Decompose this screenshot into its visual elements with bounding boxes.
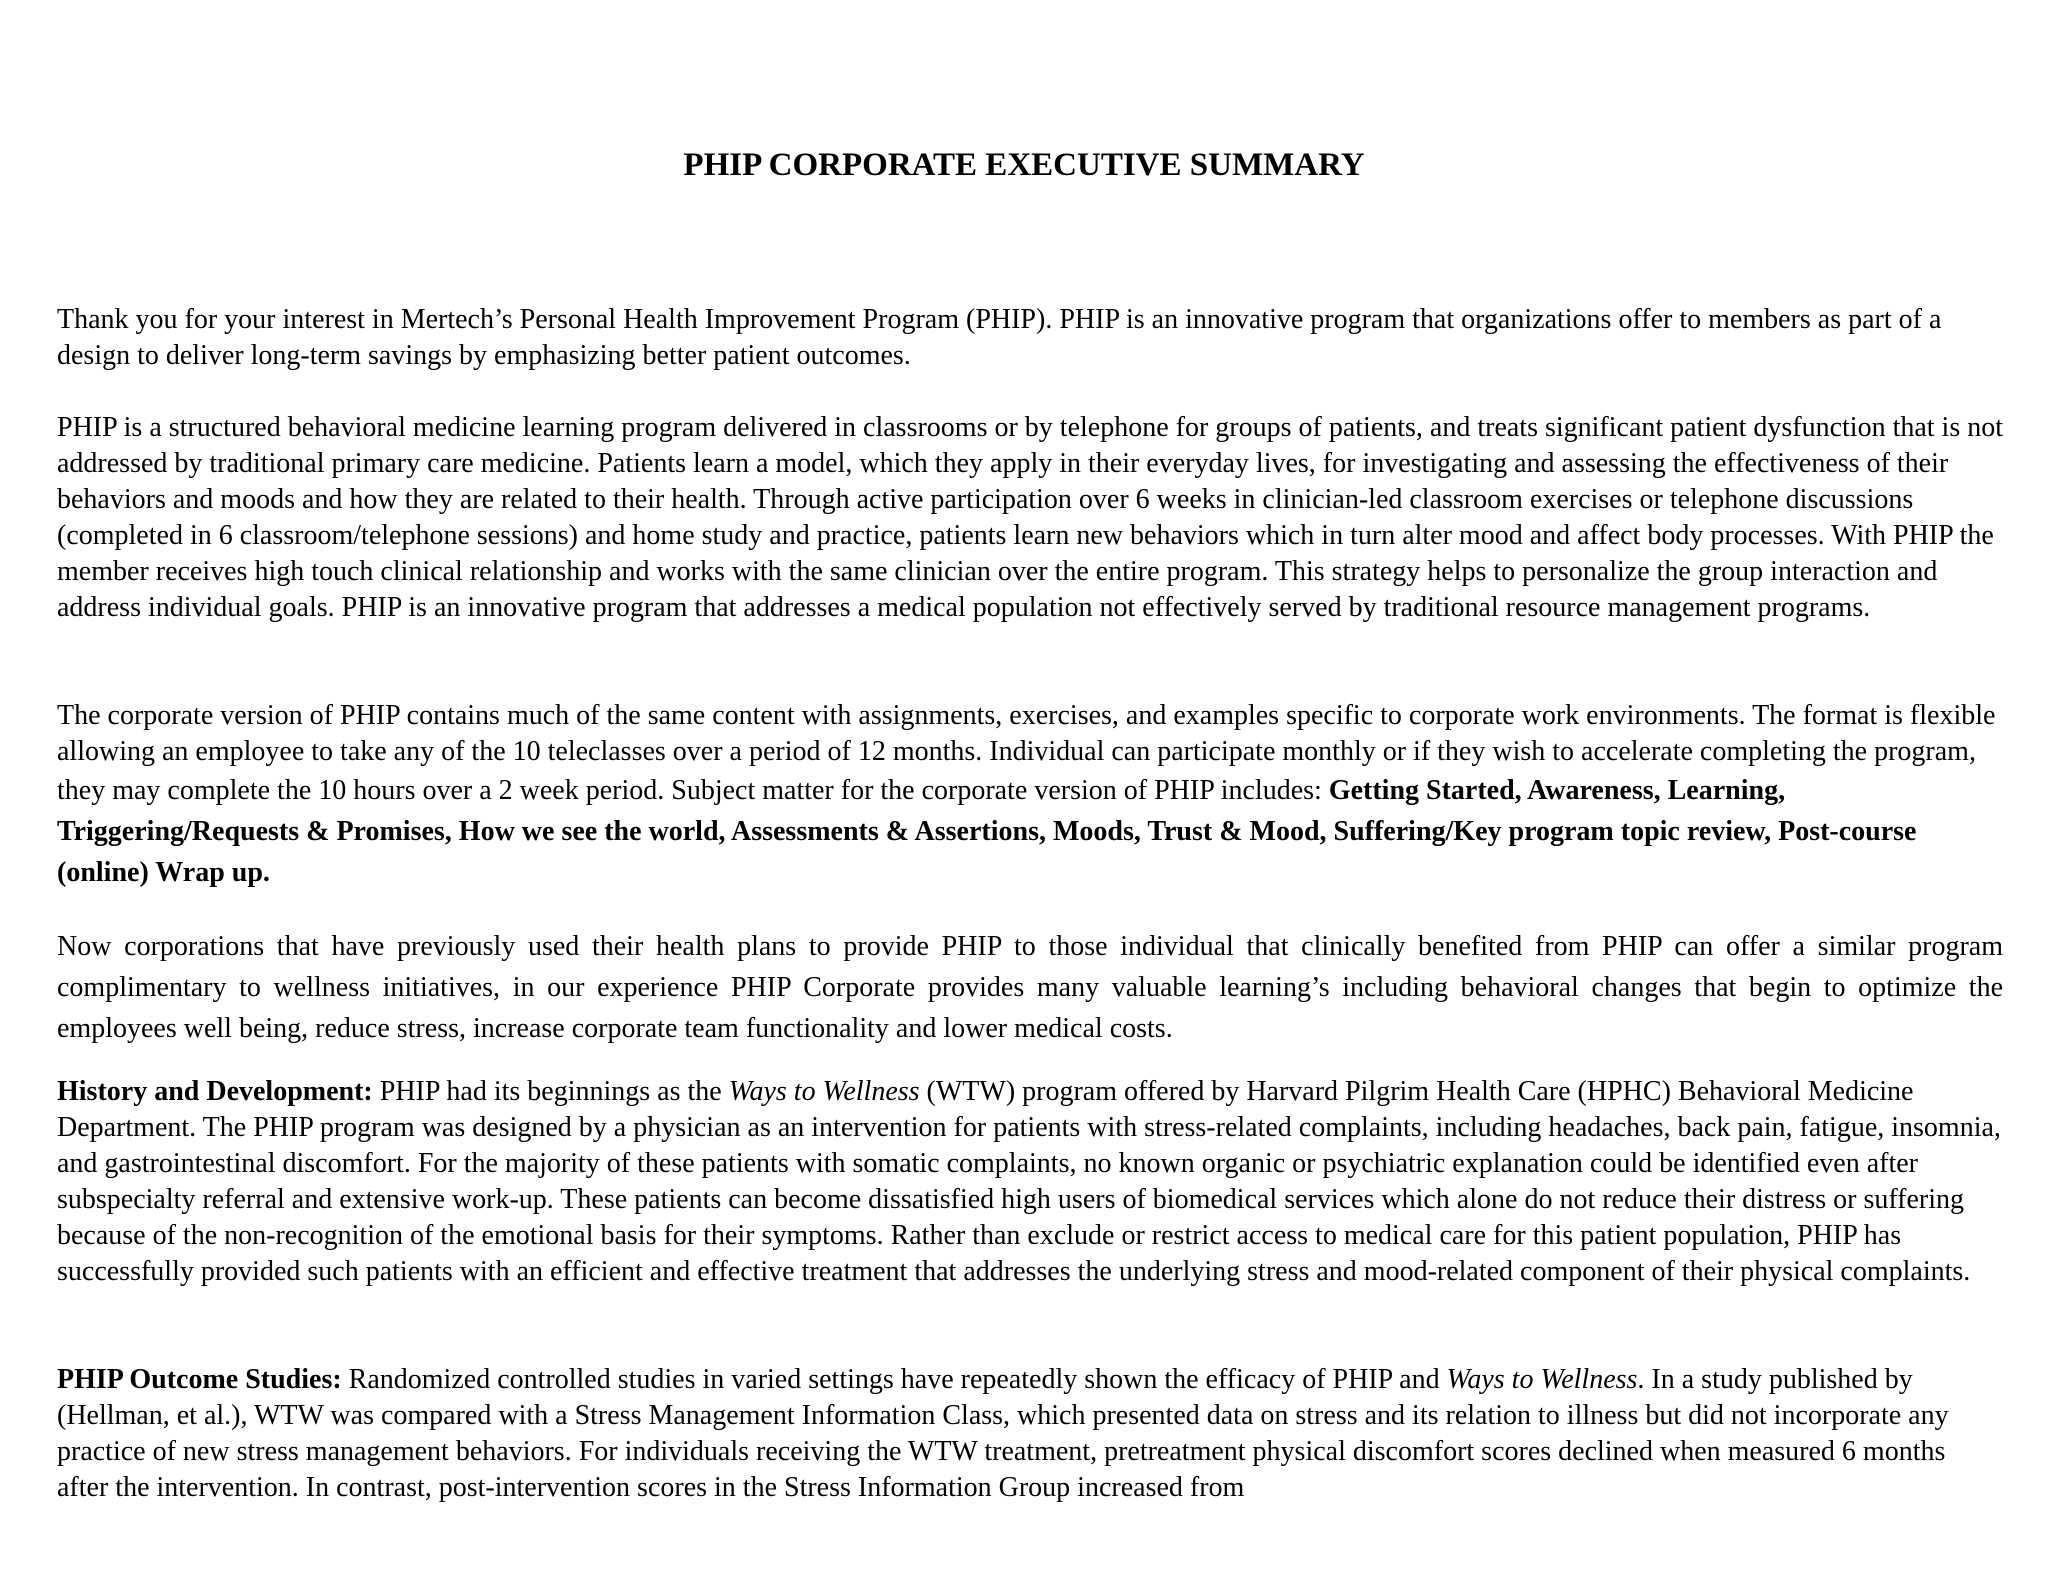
outcomes-text-b: . In a study published by (Hellman, et al.), WTW was compared with a Stress Management Information Class, which presented data on stress and its relation to illness but did not incorporate any practice of new stress management behaviors. For individuals receiving the WTW treatment, pretreatment physical discomfort scores declined when measured 6 months after the intervention. In contrast, post-intervention scores in the Stress Information Group increased from <box>57 1364 1949 1503</box>
corporate-version-paragraph <box>57 698 2003 893</box>
history-program-name: Ways to Wellness <box>728 1076 920 1107</box>
history-text-a: PHIP had its beginnings as the <box>372 1076 729 1107</box>
outcomes-text-a: Randomized controlled studies in varied settings have repeatedly shown the efficacy of PHIP and <box>341 1364 1447 1395</box>
intro-paragraph: Thank you for your interest in Mertech’s Personal Health Improvement Program (PHIP). PHIP is an innovative program that organizations offer to members as part of a design to deliver long-term savings by emphasizing better patient outcomes. <box>57 304 1942 371</box>
history-paragraph <box>57 1074 2003 1290</box>
document-title: PHIP CORPORATE EXECUTIVE SUMMARY <box>683 147 1365 183</box>
history-text-b: (WTW) program offered by Harvard Pilgrim Health Care (HPHC) Behavioral Medicine Department. The PHIP program was designed by a physician as an intervention for patients with stress-related complaints, including headaches, back pain, fatigue, insomnia, and gastrointestinal discomfort. For the majority of these patients with somatic complaints, no known organic or psychiatric explanation could be identified even after subspecialty referral and extensive work-up. These patients can become dissatisfied high users of biomedical services which alone do not reduce their distress or suffering because of the non-recognition of the emotional basis for their symptoms. Rather than exclude or restrict access to medical care for this patient population, PHIP has successfully provided such patients with an efficient and effective treatment that addresses the underlying stress and mood-related component of their physical complaints. <box>57 1076 2001 1287</box>
outcomes-program-name: Ways to Wellness <box>1446 1364 1638 1395</box>
corporations-paragraph: Now corporations that have previously used their health plans to provide PHIP to those individual that clinically benefited from PHIP can offer a similar program complimentary to wellness initiatives, in our experience PHIP Corporate provides many valuable learning’s including behavioral changes that begin to optimize the employees well being, reduce stress, increase corporate team functionality and lower medical costs. <box>57 931 2003 1044</box>
corporate-version-text: The corporate version of PHIP contains much of the same content with assignments, exercises, and examples specific to corporate work environments. The format is flexible allowing an employee to take any of the 10 teleclasses over a period of 12 months. Individual can participate monthly or if they wish to accelerate completing the program, they may complete the 10 hours over a 2 week period. Subject matter for the corporate version of PHIP includes: <box>57 700 1996 806</box>
program-structure-paragraph: PHIP is a structured behavioral medicine learning program delivered in classrooms or by telephone for groups of patients, and treats significant patient dysfunction that is not addressed by traditional primary care medicine. Patients learn a model, which they apply in their everyday lives, for investigating and assessing the effectiveness of their behaviors and moods and how they are related to their health. Through active participation over 6 weeks in clinician-led classroom exercises or telephone discussions (completed in 6 classroom/telephone sessions) and home study and practice, patients learn new behaviors which in turn alter mood and affect body processes. With PHIP the member receives high touch clinical relationship and works with the same clinician over the entire program. This strategy helps to personalize the group interaction and address individual goals. PHIP is an innovative program that addresses a medical population not effectively served by traditional resource management programs. <box>57 412 2004 623</box>
outcomes-paragraph <box>57 1362 2003 1506</box>
outcomes-heading: PHIP Outcome Studies: <box>57 1364 342 1395</box>
subject-matter-topics: Getting Started, Awareness, Learning, Triggering/Requests & Promises, How we see the world, Assessments & Assertions, Moods, Trust & Mood, Suffering/Key program topic review, Post-course (online) Wrap up. <box>57 775 1917 888</box>
history-heading: History and Development: <box>57 1076 373 1107</box>
